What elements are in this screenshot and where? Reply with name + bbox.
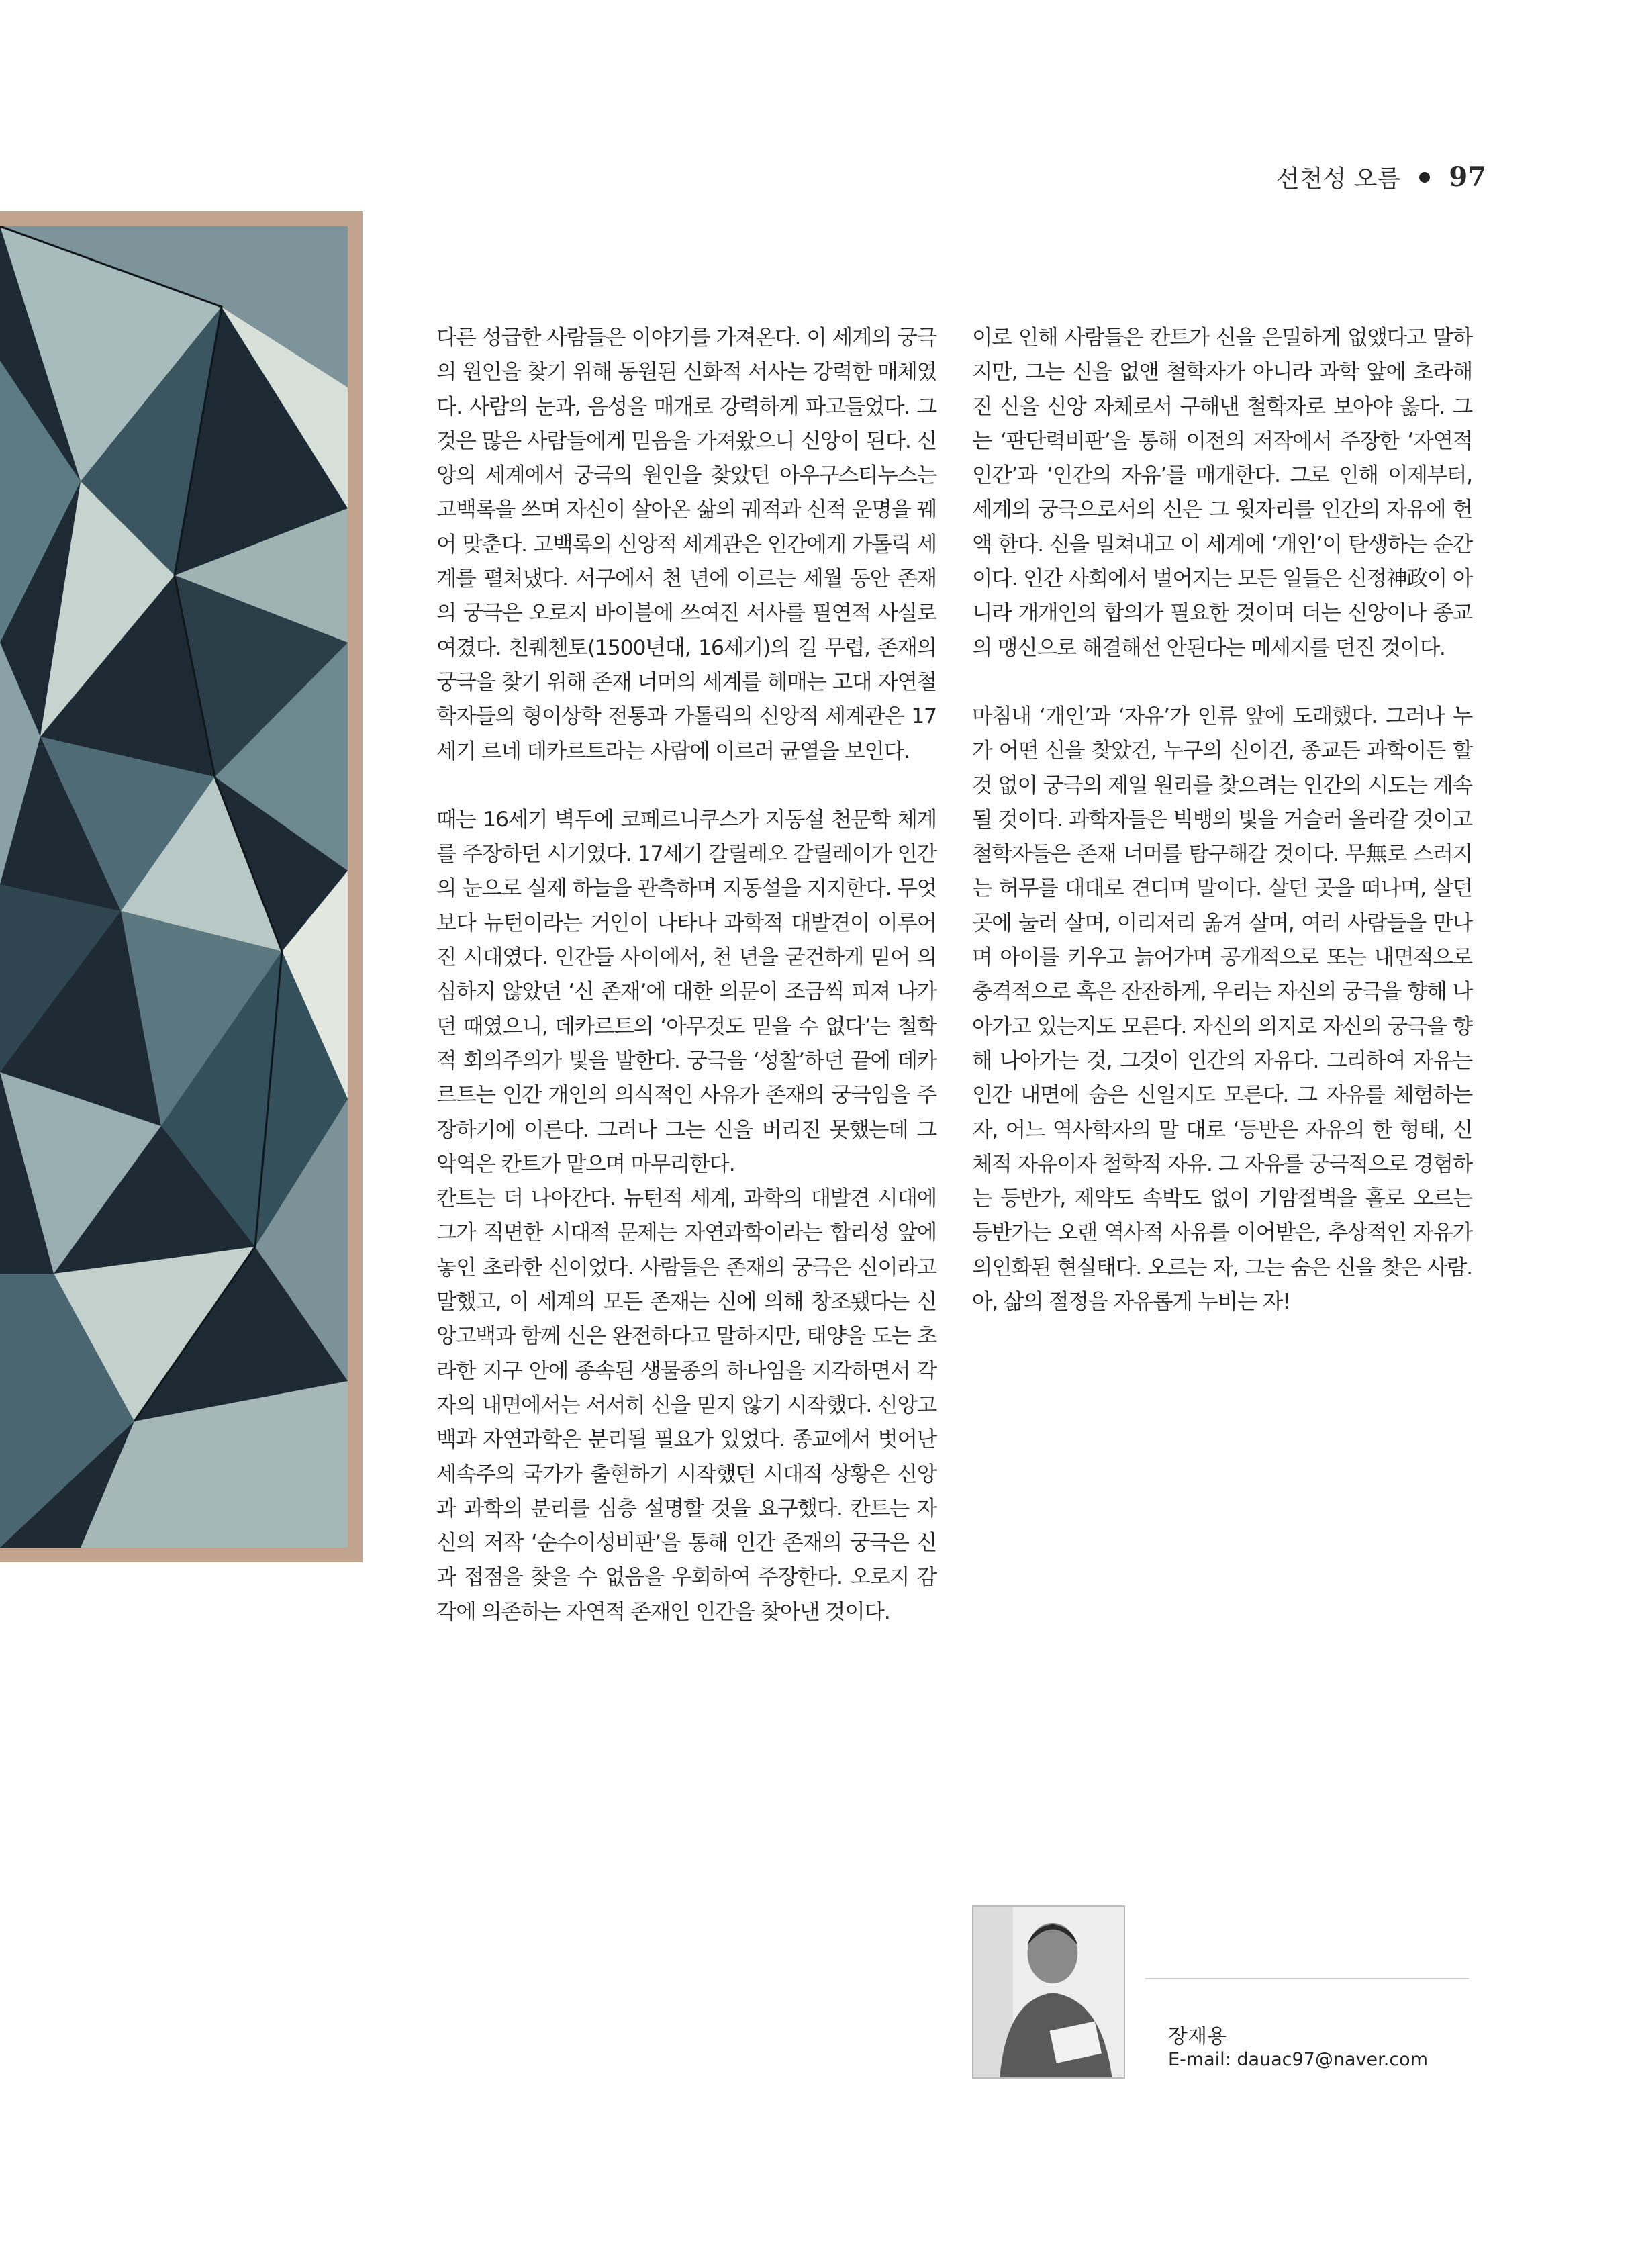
author-box — [972, 1905, 1469, 2080]
page-number: 97 — [1449, 161, 1486, 193]
paragraph: 칸트는 더 나아간다. 뉴턴적 세계, 과학의 대발견 시대에 그가 직면한 시대적 문제는 자연과학이라는 합리성 앞에 놓인 초라한 신이었다. 사람들은 존재의 궁극은 신이라고 말했고, 이 세계의 모든 존재는 신에 의해 창조됐다는 신앙고백과 함께 신은 완전하다고 말하지만, 태양을 도는 초라한 지구 안에 종속된 생물종의 하나임을 지각하면서 각자의 내면에서는 서서히 신을 믿지 않기 시작했다. 신앙고백과 자연과학은 분리될 필요가 있었다. 종교에서 벗어난 세속주의 국가가 출현하기 시작했던 시대적 상황은 신앙과 과학의 분리를 심층 설명할 것을 요구했다. 칸트는 자신의 저작 ‘순수이성비판’을 통해 인간 존재의 궁극은 신과 접점을 찾을 수 없음을 우회하여 주장한다. 오로지 감각에 의존하는 자연적 존재인 인간을 찾아낸 것이다. — [436, 1186, 936, 1624]
paragraph: 마침내 ‘개인’과 ‘자유’가 인류 앞에 도래했다. 그러나 누가 어떤 신을 찾았건, 누구의 신이건, 종교든 과학이든 할 것 없이 궁극의 제일 원리를 찾으려는 인간의 시도는 계속될 것이다. 과학자들은 빅뱅의 빛을 거슬러 올라갈 것이고 철학자들은 존재 너머를 탐구해갈 것이다. 무無로 스러지는 허무를 대대로 견디며 말이다. 살던 곳을 떠나며, 살던 곳에 눌러 살며, 이리저리 옮겨 살며, 여러 사람들을 만나며 아이를 키우고 늙어가며 공개적으로 또는 내면적으로 충격적으로 혹은 잔잔하게, 우리는 자신의 궁극을 향해 나아가고 있는지도 모른다. 자신의 의지로 자신의 궁극을 향해 나아가는 것, 그것이 인간의 자유다. 그리하여 자유는 인간 내면에 숨은 신일지도 모른다. 그 자유를 체험하는 자, 어느 역사학자의 말 대로 ‘등반은 자유의 한 형태, 신체적 자유이자 철학적 자유. 그 자유를 궁극적으로 경험하는 등반가, 제약도 속박도 없이 기암절벽을 홀로 오르는 등반가는 오랜 역사적 사유를 이어받은, 추상적인 자유가 의인화된 현실태다. 오르는 자, 그는 숨은 신을 찾은 사람. 아, 삶의 절정을 자유롭게 누비는 자! — [972, 704, 1472, 1315]
paragraph: 때는 16세기 벽두에 코페르니쿠스가 지동설 천문학 체계를 주장하던 시기였다. 17세기 갈릴레오 갈릴레이가 인간의 눈으로 실제 하늘을 관측하며 지동설을 지지한다. 무엇보다 뉴턴이라는 거인이 나타나 과학적 대발견이 이루어진 시대였다. 인간들 사이에서, 천 년을 굳건하게 믿어 의심하지 않았던 ‘신 존재’에 대한 의문이 조금씩 피져 나가던 때였으니, 데카르트의 ‘아무것도 믿을 수 없다’는 철학적 회의주의가 빛을 발한다. 궁극을 ‘성찰’하던 끝에 데카르트는 인간 개인의 의식적인 사유가 존재의 궁극임을 주장하기에 이른다. 그러나 그는 신을 버리진 못했는데 그 악역은 칸트가 맡으며 마무리한다. — [436, 807, 936, 1176]
author-name: 장재용 — [1168, 2025, 1227, 2048]
author-portrait-icon — [972, 1905, 1125, 2079]
article-column-right — [972, 321, 1472, 1319]
author-email: E-mail: dauac97@naver.com — [1168, 2049, 1428, 2070]
section-title: 선천성 오름 — [1276, 165, 1401, 193]
bullet-dot-icon — [1419, 172, 1430, 183]
article-column-left — [436, 321, 936, 1629]
geometric-painting-icon — [0, 211, 363, 1562]
running-head — [1276, 160, 1486, 194]
paragraph: 다른 성급한 사람들은 이야기를 가져온다. 이 세계의 궁극의 원인을 찾기 위해 동원된 신화적 서사는 강력한 매체였다. 사람의 눈과, 음성을 매개로 강력하게 파고들었다. 그것은 많은 사람들에게 믿음을 가져왔으니 신앙이 된다. 신앙의 세계에서 궁극의 원인을 찾았던 아우구스티누스는 고백록을 쓰며 자신이 살아온 삶의 궤적과 신적 운명을 꿰어 맞춘다. 고백록의 신앙적 세계관은 인간에게 가톨릭 세계를 펼쳐냈다. 서구에서 천 년에 이르는 세월 동안 존재의 궁극은 오로지 바이블에 쓰여진 서사를 필연적 사실로 여겼다. 친퀘첸토(1500년대, 16세기)의 길 무렵, 존재의 궁극을 찾기 위해 존재 너머의 세계를 헤매는 고대 자연철학자들의 형이상학 전통과 가톨릭의 신앙적 세계관은 17세기 르네 데카르트라는 사람에 이르러 균열을 보인다. — [436, 326, 936, 763]
divider — [1145, 1978, 1469, 1979]
paragraph: 이로 인해 사람들은 칸트가 신을 은밀하게 없앴다고 말하지만, 그는 신을 없앤 철학자가 아니라 과학 앞에 초라해진 신을 신앙 자체로서 구해낸 철학자로 보아야 옳다. 그는 ‘판단력비판’을 통해 이전의 저작에서 주장한 ‘자연적 인간’과 ‘인간의 자유’를 매개한다. 그로 인해 이제부터, 세계의 궁극으로서의 신은 그 윗자리를 인간의 자유에 헌액 한다. 신을 밀쳐내고 이 세계에 ‘개인’이 탄생하는 순간이다. 인간 사회에서 벌어지는 모든 일들은 신정神政이 아니라 개개인의 합의가 필요한 것이며 더는 신앙이나 종교의 맹신으로 해결해선 안된다는 메세지를 던진 것이다. — [972, 326, 1472, 660]
